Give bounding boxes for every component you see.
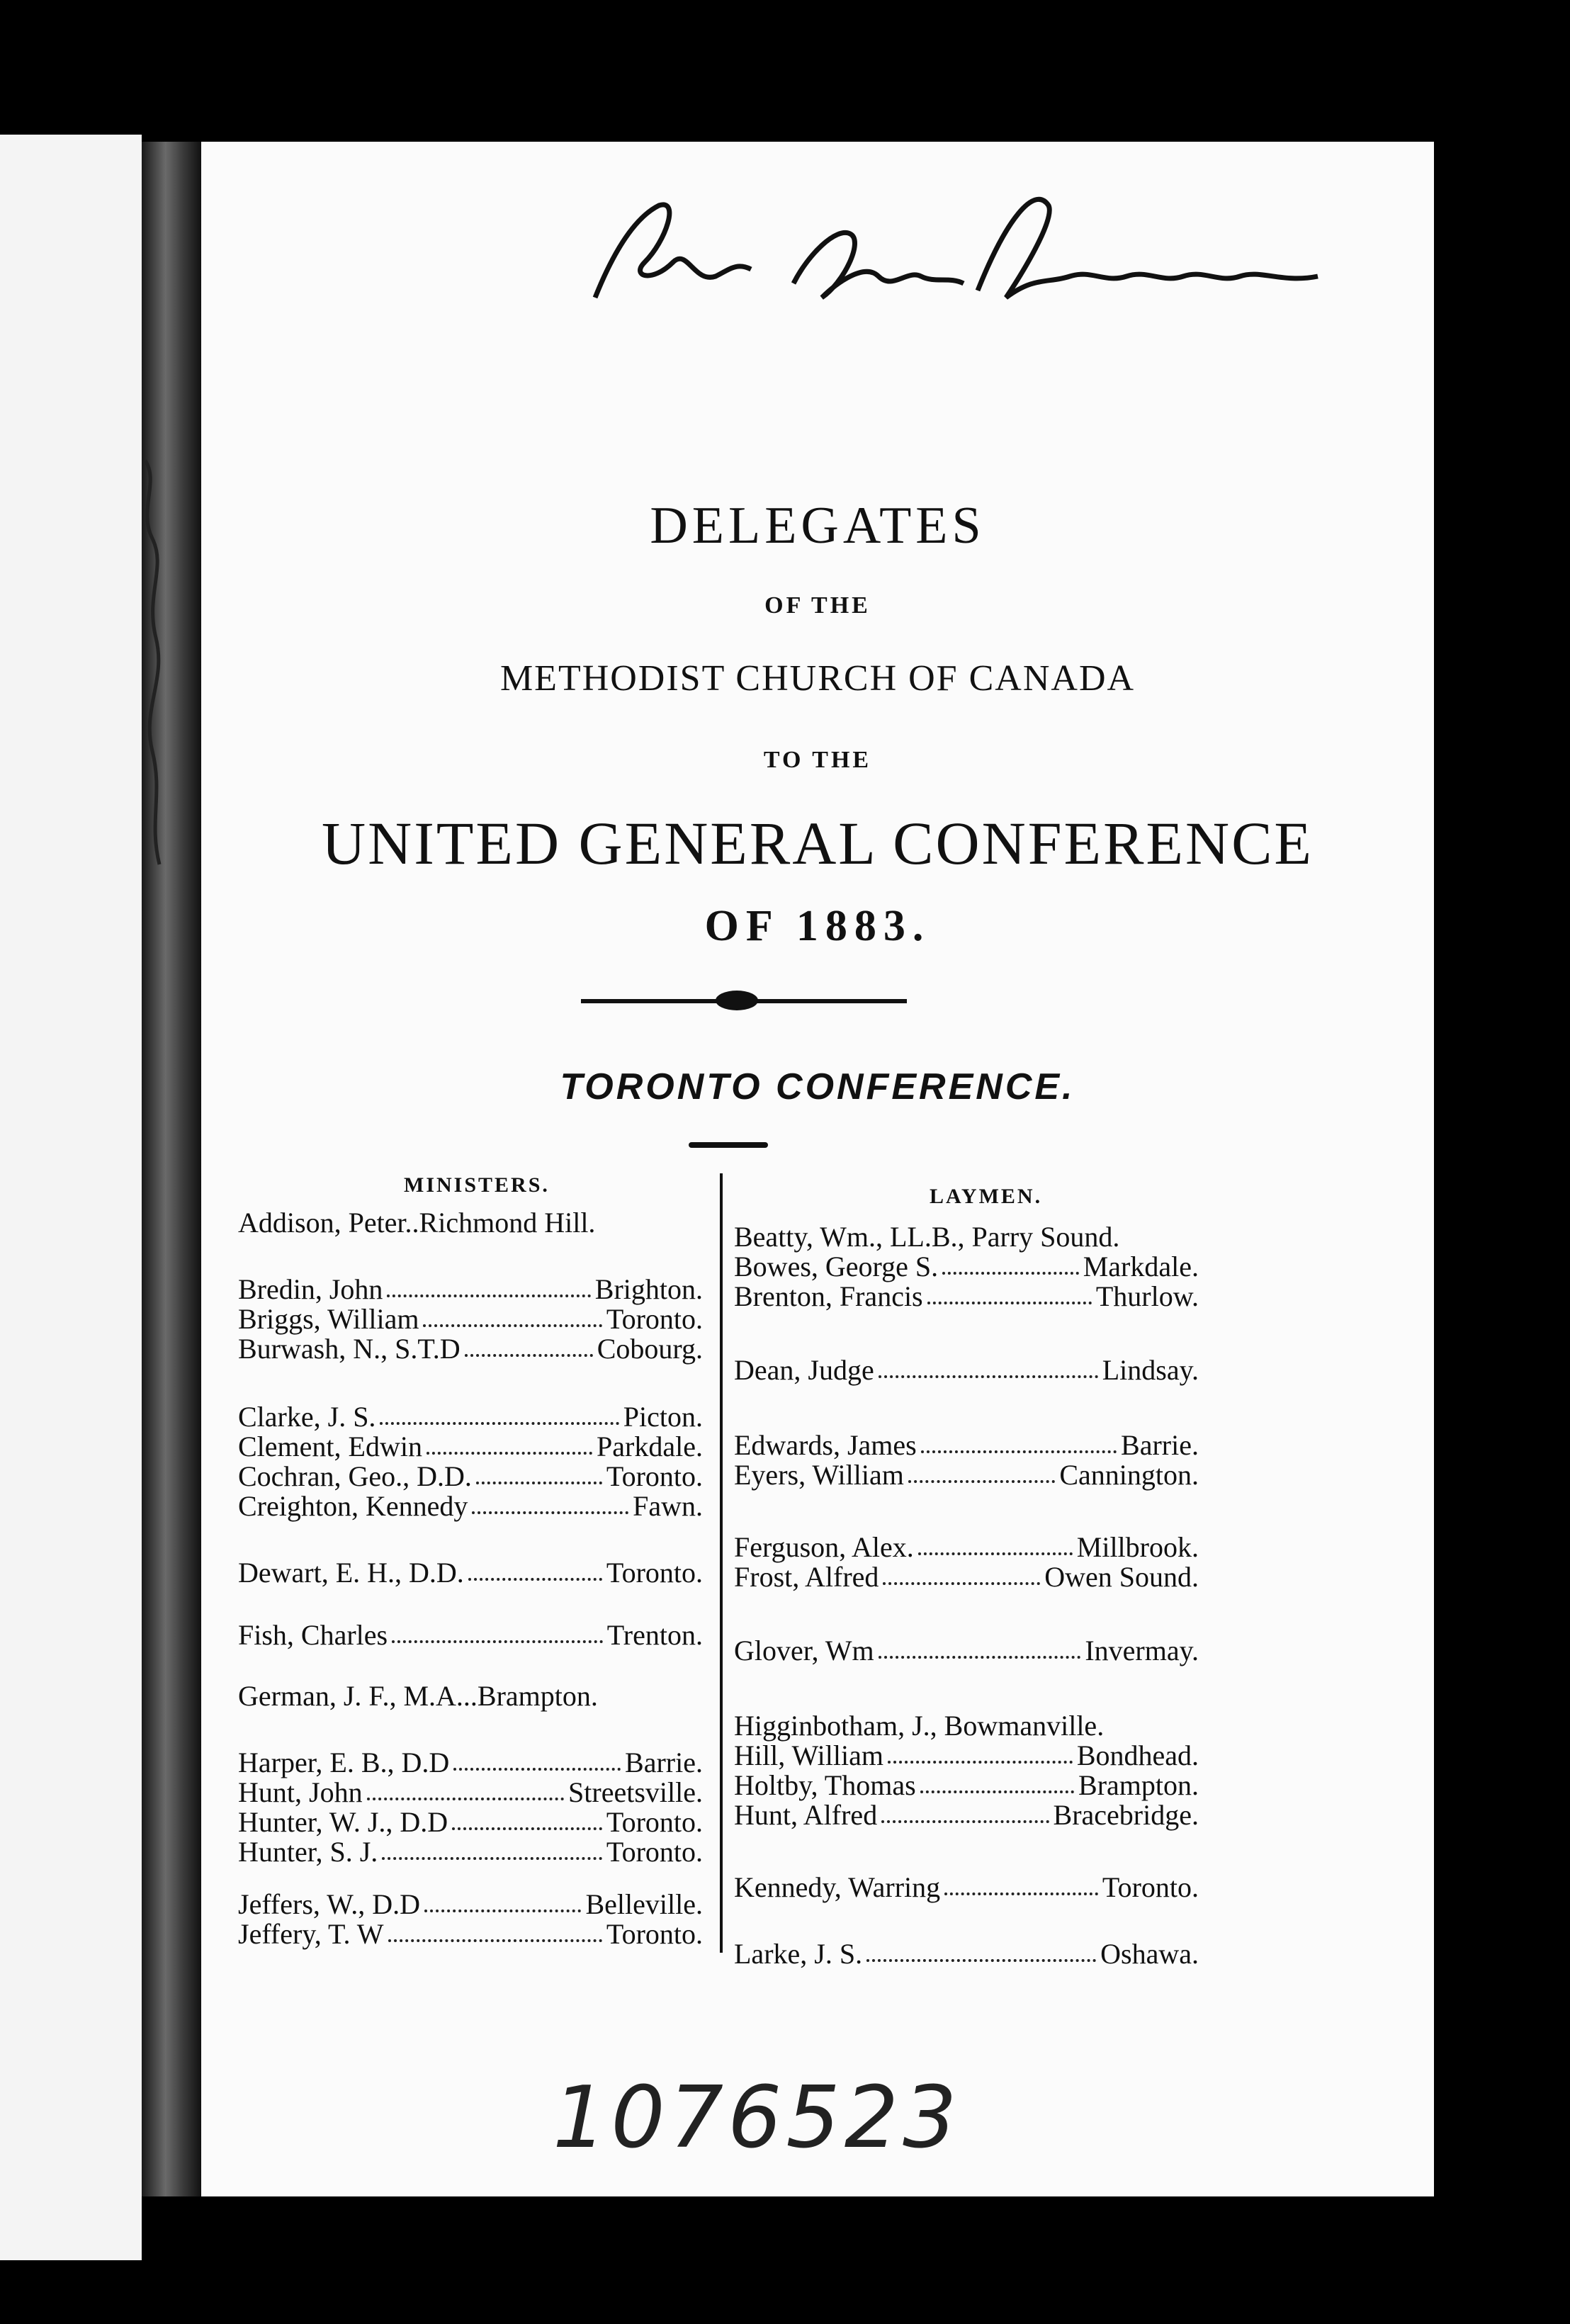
layman-entry: Glover, Wm Invermay. (734, 1635, 1199, 1666)
facing-page-edge (0, 135, 142, 2260)
minister-entry: Dewart, E. H., D.D. Toronto. (238, 1557, 703, 1589)
handwritten-inscription (581, 177, 1332, 347)
layman-entry: Hill, William Bondhead. (734, 1739, 1199, 1771)
minister-entry: Jeffery, T. W Toronto. (238, 1918, 703, 1950)
minister-entry: Hunter, S. J. Toronto. (238, 1836, 703, 1868)
minister-entry: Bredin, John Brighton. (238, 1273, 703, 1305)
svg-text:1076523: 1076523 (553, 2069, 961, 2167)
spine-handwriting (131, 453, 174, 1162)
layman-entry: Kennedy, Warring Toronto. (734, 1871, 1199, 1903)
layman-entry: Dean, Judge Lindsay. (734, 1354, 1199, 1386)
minister-entry: Clement, Edwin Parkdale. (238, 1431, 703, 1462)
minister-entry: Hunter, W. J., D.D Toronto. (238, 1806, 703, 1838)
laymen-heading: LAYMEN. (930, 1185, 1043, 1208)
minister-entry: Addison, Peter.. Richmond Hill. (238, 1207, 596, 1239)
ornamental-rule-center (716, 991, 758, 1010)
subtitle-of-the: OF THE (764, 592, 871, 619)
minister-entry: Clarke, J. S. Picton. (238, 1401, 703, 1433)
layman-entry: Bowes, George S. Markdale. (734, 1251, 1199, 1282)
layman-entry: Beatty, Wm., LL.B., Parry Sound. (734, 1221, 1120, 1253)
layman-entry: Hunt, Alfred Bracebridge. (734, 1799, 1199, 1831)
church-name: METHODIST CHURCH OF CANADA (499, 658, 1136, 699)
minister-entry: Cochran, Geo., D.D. Toronto. (238, 1460, 703, 1492)
layman-entry: Edwards, James Barrie. (734, 1429, 1199, 1461)
book-spine (142, 142, 201, 2196)
page-title: DELEGATES (650, 497, 986, 555)
conference-name: UNITED GENERAL CONFERENCE (322, 809, 1314, 877)
column-divider (720, 1173, 723, 1953)
layman-entry: Eyers, William Cannington. (734, 1459, 1199, 1491)
layman-entry: Brenton, Francis Thurlow. (734, 1280, 1199, 1312)
minister-entry: Harper, E. B., D.D Barrie. (238, 1747, 703, 1778)
section-divider (689, 1142, 768, 1148)
minister-entry: Fish, Charles Trenton. (238, 1619, 703, 1651)
minister-entry: Jeffers, W., D.D Belleville. (238, 1888, 703, 1920)
minister-entry: Briggs, William Toronto. (238, 1303, 703, 1335)
minister-entry: German, J. F., M.A... Brampton. (238, 1680, 598, 1712)
section-title: TORONTO CONFERENCE. (560, 1066, 1075, 1107)
layman-entry: Holtby, Thomas Brampton. (734, 1769, 1199, 1801)
layman-entry: Higginbotham, J., Bowmanville. (734, 1710, 1105, 1742)
layman-entry: Larke, J. S. Oshawa. (734, 1938, 1199, 1970)
minister-entry: Hunt, John Streetsville. (238, 1776, 703, 1808)
handwritten-catalog-number (546, 2055, 961, 2175)
ministers-heading: MINISTERS. (404, 1173, 550, 1197)
conference-year: OF 1883. (704, 902, 931, 950)
layman-entry: Ferguson, Alex. Millbrook. (734, 1531, 1199, 1563)
minister-entry: Creighton, Kennedy Fawn. (238, 1490, 703, 1522)
minister-entry: Burwash, N., S.T.D Cobourg. (238, 1333, 703, 1365)
layman-entry: Frost, Alfred Owen Sound. (734, 1561, 1199, 1593)
subtitle-to-the: TO THE (763, 747, 872, 773)
